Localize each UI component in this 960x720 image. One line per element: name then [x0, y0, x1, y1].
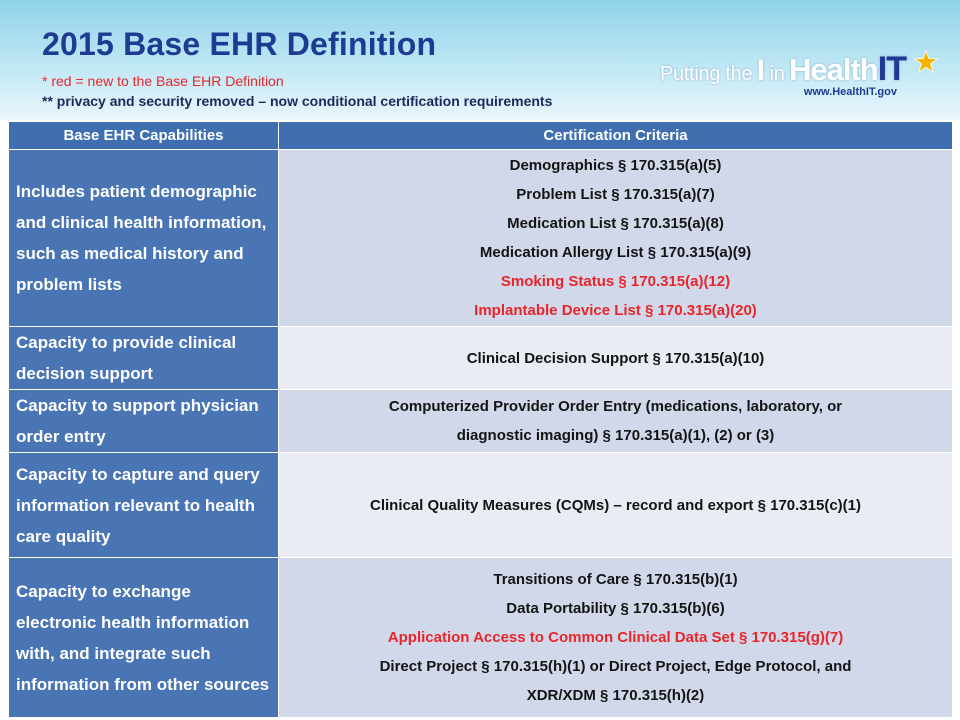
logo-url: www.HealthIT.gov: [803, 86, 897, 98]
criteria-cell: [279, 390, 953, 453]
criterion: XDR/XDM § 170.315(h)(2): [526, 687, 705, 704]
criterion: Computerized Provider Order Entry (medications, laboratory, or: [388, 398, 843, 415]
criterion: Clinical Decision Support § 170.315(a)(10): [466, 349, 765, 367]
capability-cell: Includes patient demographic and clinical health information, such as medical history and problem lists: [9, 150, 279, 327]
base-ehr-table: [8, 121, 953, 718]
healthit-logo: [660, 50, 935, 110]
column-header-criteria: Certification Criteria: [279, 122, 953, 150]
capability-cell: Capacity to provide clinical decision support: [9, 327, 279, 390]
star-icon: [914, 50, 938, 74]
criterion: Direct Project § 170.315(h)(1) or Direct Project, Edge Protocol, and: [379, 658, 852, 675]
logo-wordmark: Putting the I in HealthIT: [660, 50, 906, 88]
criteria-cell: [279, 558, 953, 718]
criterion: Problem List § 170.315(a)(7): [516, 186, 715, 203]
table-row: [9, 390, 953, 453]
table-header-row: [9, 122, 953, 150]
privacy-note: ** privacy and security removed – now conditional certification requirements: [42, 93, 553, 109]
criteria-cell: [279, 150, 953, 327]
criterion: Data Portability § 170.315(b)(6): [506, 600, 725, 617]
criterion-new: Smoking Status § 170.315(a)(12): [500, 273, 731, 290]
capability-cell: Capacity to capture and query information relevant to health care quality: [9, 453, 279, 558]
capability-cell: Capacity to support physician order entry: [9, 390, 279, 453]
criterion: Clinical Quality Measures (CQMs) – record and export § 170.315(c)(1): [369, 496, 861, 514]
table-row: [9, 453, 953, 558]
table-row: [9, 327, 953, 390]
criterion: Medication Allergy List § 170.315(a)(9): [479, 244, 752, 261]
slide-header: [0, 0, 960, 120]
criterion-new: Implantable Device List § 170.315(a)(20): [474, 302, 757, 319]
criterion: Demographics § 170.315(a)(5): [509, 157, 722, 174]
red-legend-note: * red = new to the Base EHR Definition: [42, 73, 284, 89]
criterion-new: Application Access to Common Clinical Data Set § 170.315(g)(7): [387, 629, 844, 646]
criteria-cell: [279, 453, 953, 558]
criteria-cell: [279, 327, 953, 390]
table-row: [9, 150, 953, 327]
criterion: Medication List § 170.315(a)(8): [507, 215, 724, 232]
column-header-capabilities: Base EHR Capabilities: [9, 122, 279, 150]
criterion: Transitions of Care § 170.315(b)(1): [493, 571, 738, 588]
capability-cell: Capacity to exchange electronic health information with, and integrate such information from other sources: [9, 558, 279, 718]
table-row: [9, 558, 953, 718]
page-title: 2015 Base EHR Definition: [42, 26, 437, 62]
criterion: diagnostic imaging) § 170.315(a)(1), (2) or (3): [456, 427, 775, 444]
